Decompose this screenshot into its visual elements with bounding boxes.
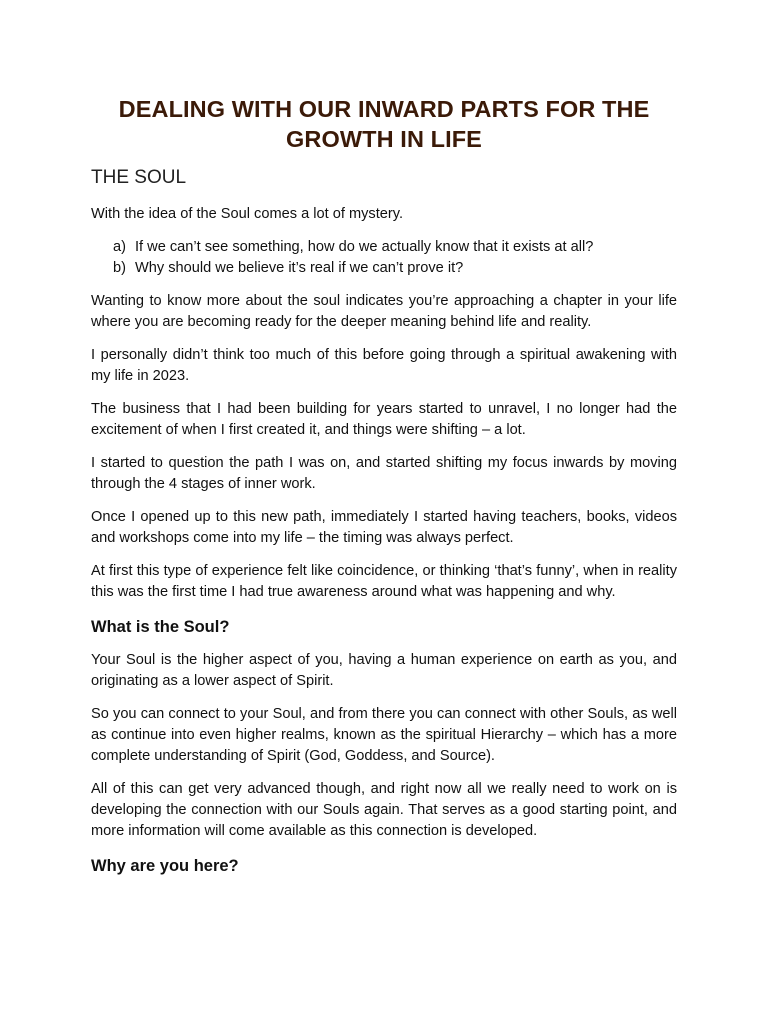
- body-paragraph: All of this can get very advanced though, and right now all we really need to work on is developing the connection with our Souls again. That serves as a good starting point, and more information will come available as this connection is developed.: [91, 781, 677, 839]
- body-paragraph: I personally didn’t think too much of this before going through a spiritual awakening with my life in 2023.: [91, 347, 677, 384]
- question-list: [91, 237, 677, 279]
- list-item: [113, 258, 677, 279]
- list-item-text: Why should we believe it’s real if we can’t prove it?: [135, 260, 464, 276]
- subheading-why-are-you-here: Why are you here?: [91, 857, 239, 875]
- body-paragraph: At first this type of experience felt like coincidence, or thinking ‘that’s funny’, when in reality this was the first time I had true awareness around what was happening and why.: [91, 563, 677, 600]
- intro-paragraph: With the idea of the Soul comes a lot of mystery.: [91, 206, 404, 222]
- body-paragraph: Wanting to know more about the soul indicates you’re approaching a chapter in your life where you are becoming ready for the deeper meaning behind life and reality.: [91, 293, 677, 330]
- subheading-what-is-the-soul: What is the Soul?: [91, 618, 230, 636]
- list-item-text: If we can’t see something, how do we actually know that it exists at all?: [135, 239, 594, 255]
- body-paragraph: The business that I had been building for years started to unravel, I no longer had the excitement of when I first created it, and things were shifting – a lot.: [91, 401, 677, 438]
- body-paragraph: I started to question the path I was on, and started shifting my focus inwards by moving through the 4 stages of inner work.: [91, 455, 677, 492]
- body-paragraph: Once I opened up to this new path, immediately I started having teachers, books, videos and workshops come into my life – the timing was always perfect.: [91, 509, 677, 546]
- section-heading-the-soul: THE SOUL: [91, 167, 187, 188]
- list-marker: a): [113, 239, 126, 255]
- document-title: DEALING WITH OUR INWARD PARTS FOR THE GROWTH IN LIFE: [118, 96, 650, 152]
- body-paragraph: So you can connect to your Soul, and from there you can connect with other Souls, as well as continue into even higher realms, known as the spiritual Hierarchy – which has a more complete understanding of Spirit (God, Goddess, and Source).: [91, 706, 677, 764]
- body-paragraph: Your Soul is the higher aspect of you, having a human experience on earth as you, and originating as a lower aspect of Spirit.: [91, 652, 677, 689]
- list-marker: b): [113, 260, 126, 276]
- list-item: [113, 237, 677, 258]
